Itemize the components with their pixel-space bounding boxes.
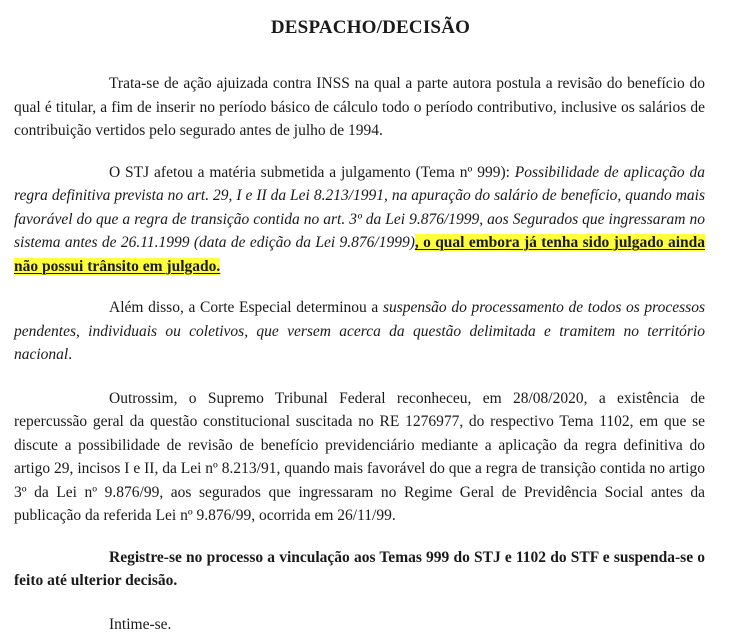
paragraph-suspension xyxy=(14,296,705,367)
paragraph-stj-theme xyxy=(14,161,705,279)
stj-intro-text: O STJ afetou a matéria submetida a julgamento (Tema nº 999): xyxy=(109,164,515,181)
paragraph-case-summary: Trata-se de ação ajuizada contra INSS na qual a parte autora postula a revisão do benefício do qual é titular, a fim de inserir no período básico de cálculo todo o período contributivo, inclusive os salários de contribuição vertidos pelo segurado antes de julho de 1994. xyxy=(14,72,705,143)
document-page xyxy=(14,0,705,636)
document-title: DESPACHO/DECISÃO xyxy=(14,17,705,39)
suspension-end: . xyxy=(68,346,72,363)
paragraph-intime: Intime-se. xyxy=(14,613,705,636)
highlighted-text: , o qual embora já tenha sido julgado ainda não possui trânsito em julgado. xyxy=(14,234,705,275)
suspension-italic: suspensão do processamento de todos os processos pendentes, individuais ou coletivos, que versem acerca da questão delimitada e tramitem no território nacional xyxy=(14,299,705,363)
suspension-intro-text: Além disso, a Corte Especial determinou a xyxy=(109,299,383,316)
stj-theme-italic: Possibilidade de aplicação da regra definitiva prevista no art. 29, I e II da Lei 8.213/1991, na apuração do salário de benefício, quando mais favorável do que a regra de transição contida no art. 3º da Lei 9.876/1999, aos Segurados que ingressaram no sistema antes de 26.11.1999 (data de edição da Lei 9.876/1999) xyxy=(14,164,705,252)
paragraph-register: Registre-se no processo a vinculação aos Temas 999 do STJ e 1102 do STF e suspenda-se o feito até ulterior decisão. xyxy=(14,546,705,593)
paragraph-stf-theme: Outrossim, o Supremo Tribunal Federal reconheceu, em 28/08/2020, a existência de repercussão geral da questão constitucional suscitada no RE 1276977, do respectivo Tema 1102, em que se discute a possibilidade de revisão de benefício previdenciário mediante a aplicação da regra definitiva do artigo 29, incisos I e II, da Lei nº 8.213/91, quando mais favorável do que a regra de transição contida no artigo 3º da Lei nº 9.876/99, aos segurados que ingressaram no Regime Geral de Previdência Social antes da publicação da referida Lei nº 9.876/99, ocorrida em 26/11/99. xyxy=(14,387,705,528)
